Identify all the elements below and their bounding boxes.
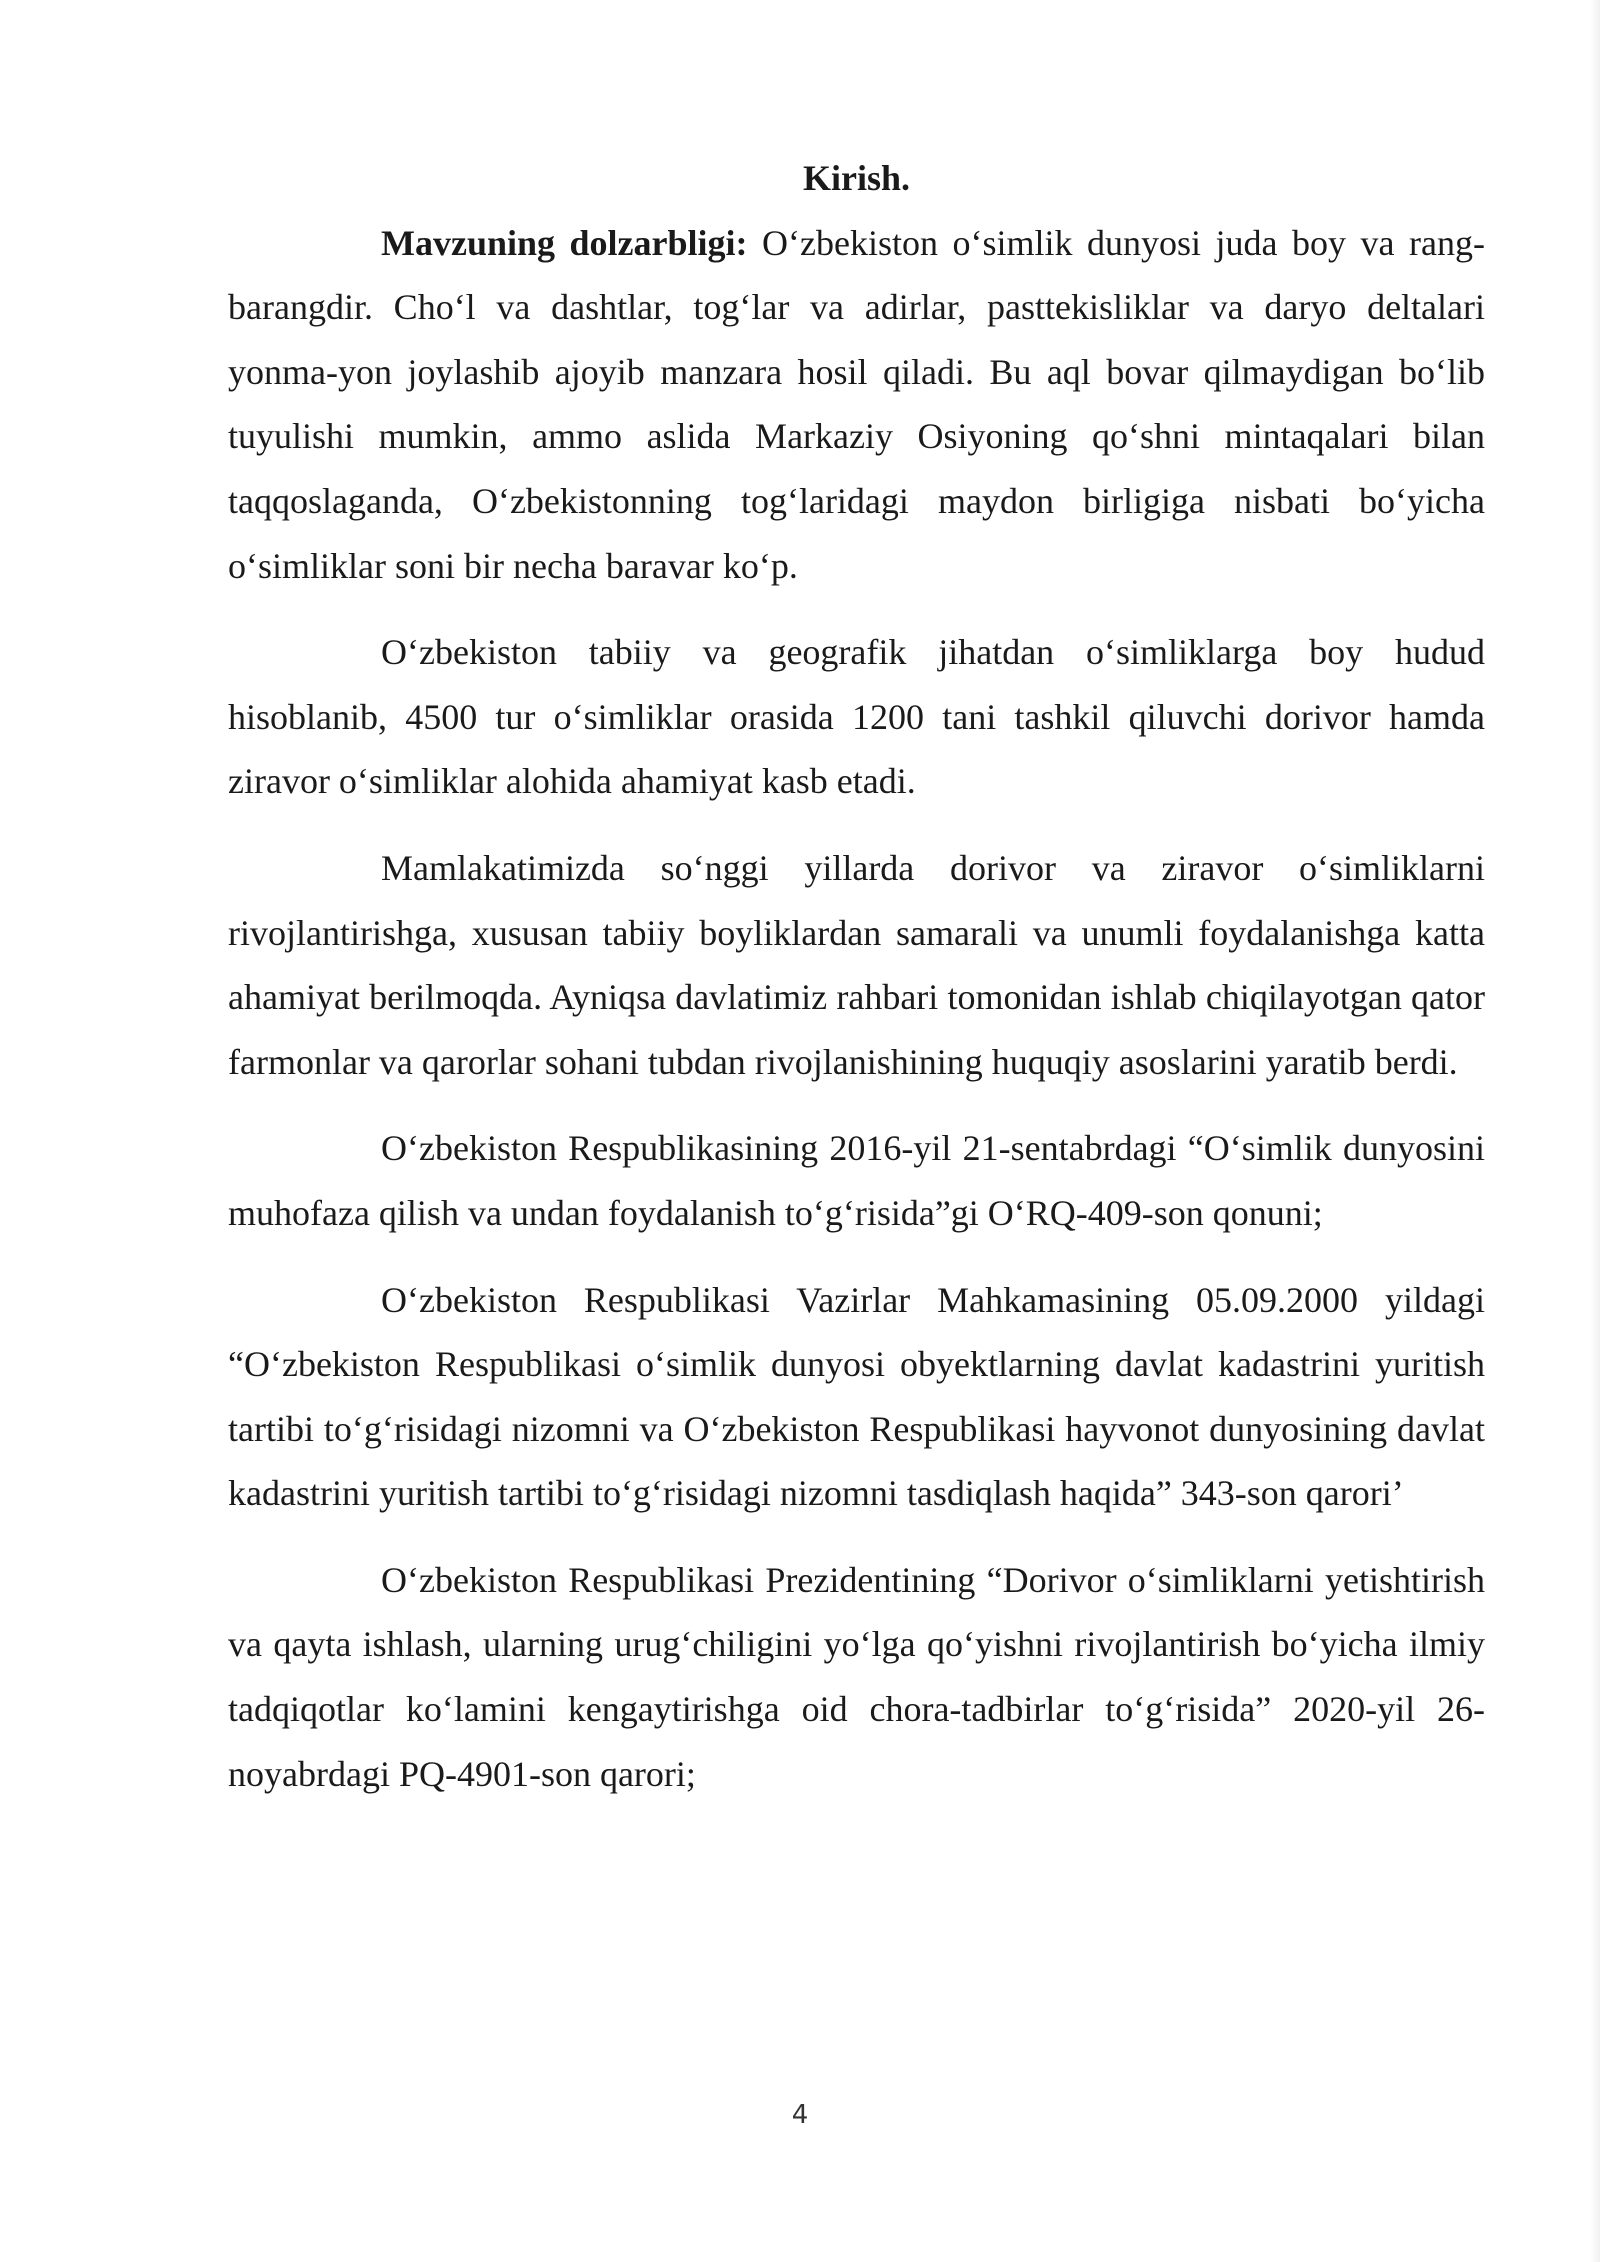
paragraph: O‘zbekiston tabiiy va geografik jihatdan o‘simliklarga boy hudud hisoblanib, 4500 tur o‘simliklar orasida 1200 tani tashkil qiluvchi dorivor hamda ziravor o‘simliklar alohida ahamiyat kasb etadi. [228, 632, 1485, 802]
body-text [228, 146, 1485, 1828]
page-edge-shadow [1590, 0, 1600, 2262]
paragraph: O‘zbekiston Respublikasi Vazirlar Mahkamasining 05.09.2000 yildagi “O‘zbekiston Respublikasi o‘simlik dunyosi obyektlarning davlat kadastrini yuritish tartibi to‘g‘risidagi nizomni va O‘zbekiston Respublikasi hayvonot dunyosining davlat kadastrini yuritish tartibi to‘g‘risidagi nizomni tasdiqlash haqida” 343-son qarori’ [228, 1279, 1485, 1514]
paragraph: O‘zbekiston Respublikasi Prezidentining “Dorivor o‘simliklarni yetishtirish va qayta ishlash, ularning urug‘chiligini yo‘lga qo‘yishni rivojlantirish bo‘yicha ilmiy tadqiqotlar ko‘lamini kengaytirishga oid chora-tadbirlar to‘g‘risida” 2020-yil 26-noyabrdagi PQ-4901-son qarori; [228, 1559, 1485, 1794]
paragraph-relevance [228, 211, 1485, 599]
paragraph: Mamlakatimizda so‘nggi yillarda dorivor va ziravor o‘simliklarni rivojlantirishga, xususan tabiiy boyliklardan samarali va unumli foydalanishga katta ahamiyat berilmoqda. Ayniqsa davlatimiz rahbari tomonidan ishlab chiqilayotgan qator farmonlar va qarorlar sohani tubdan rivojlanishining huquqiy asoslarini yaratib berdi. [228, 847, 1485, 1082]
page-number: 4 [791, 2100, 809, 2130]
section-heading: Kirish. [802, 158, 910, 198]
paragraph: O‘zbekiston Respublikasining 2016-yil 21-sentabrdagi “O‘simlik dunyosini muhofaza qilish va undan foydalanish to‘g‘risida”gi O‘RQ-409-son qonuni; [228, 1128, 1485, 1233]
paragraph-lead: Mavzuning dolzarbligi: [381, 222, 748, 263]
paragraph-text: O‘zbekiston o‘simlik dunyosi juda boy va rang-barangdir. Cho‘l va dashtlar, tog‘lar va adirlar, pasttekisliklar va daryo deltalari yonma-yon joylashib ajoyib manzara hosil qiladi. Bu aql bovar qilmaydigan bo‘lib tuyulishi mumkin, ammo aslida Markaziy Osiyoning qo‘shni mintaqalari bilan taqqoslaganda, O‘zbekistonning tog‘laridagi maydon birligiga nisbati bo‘yicha o‘simliklar soni bir necha baravar ko‘p. [228, 222, 1485, 586]
